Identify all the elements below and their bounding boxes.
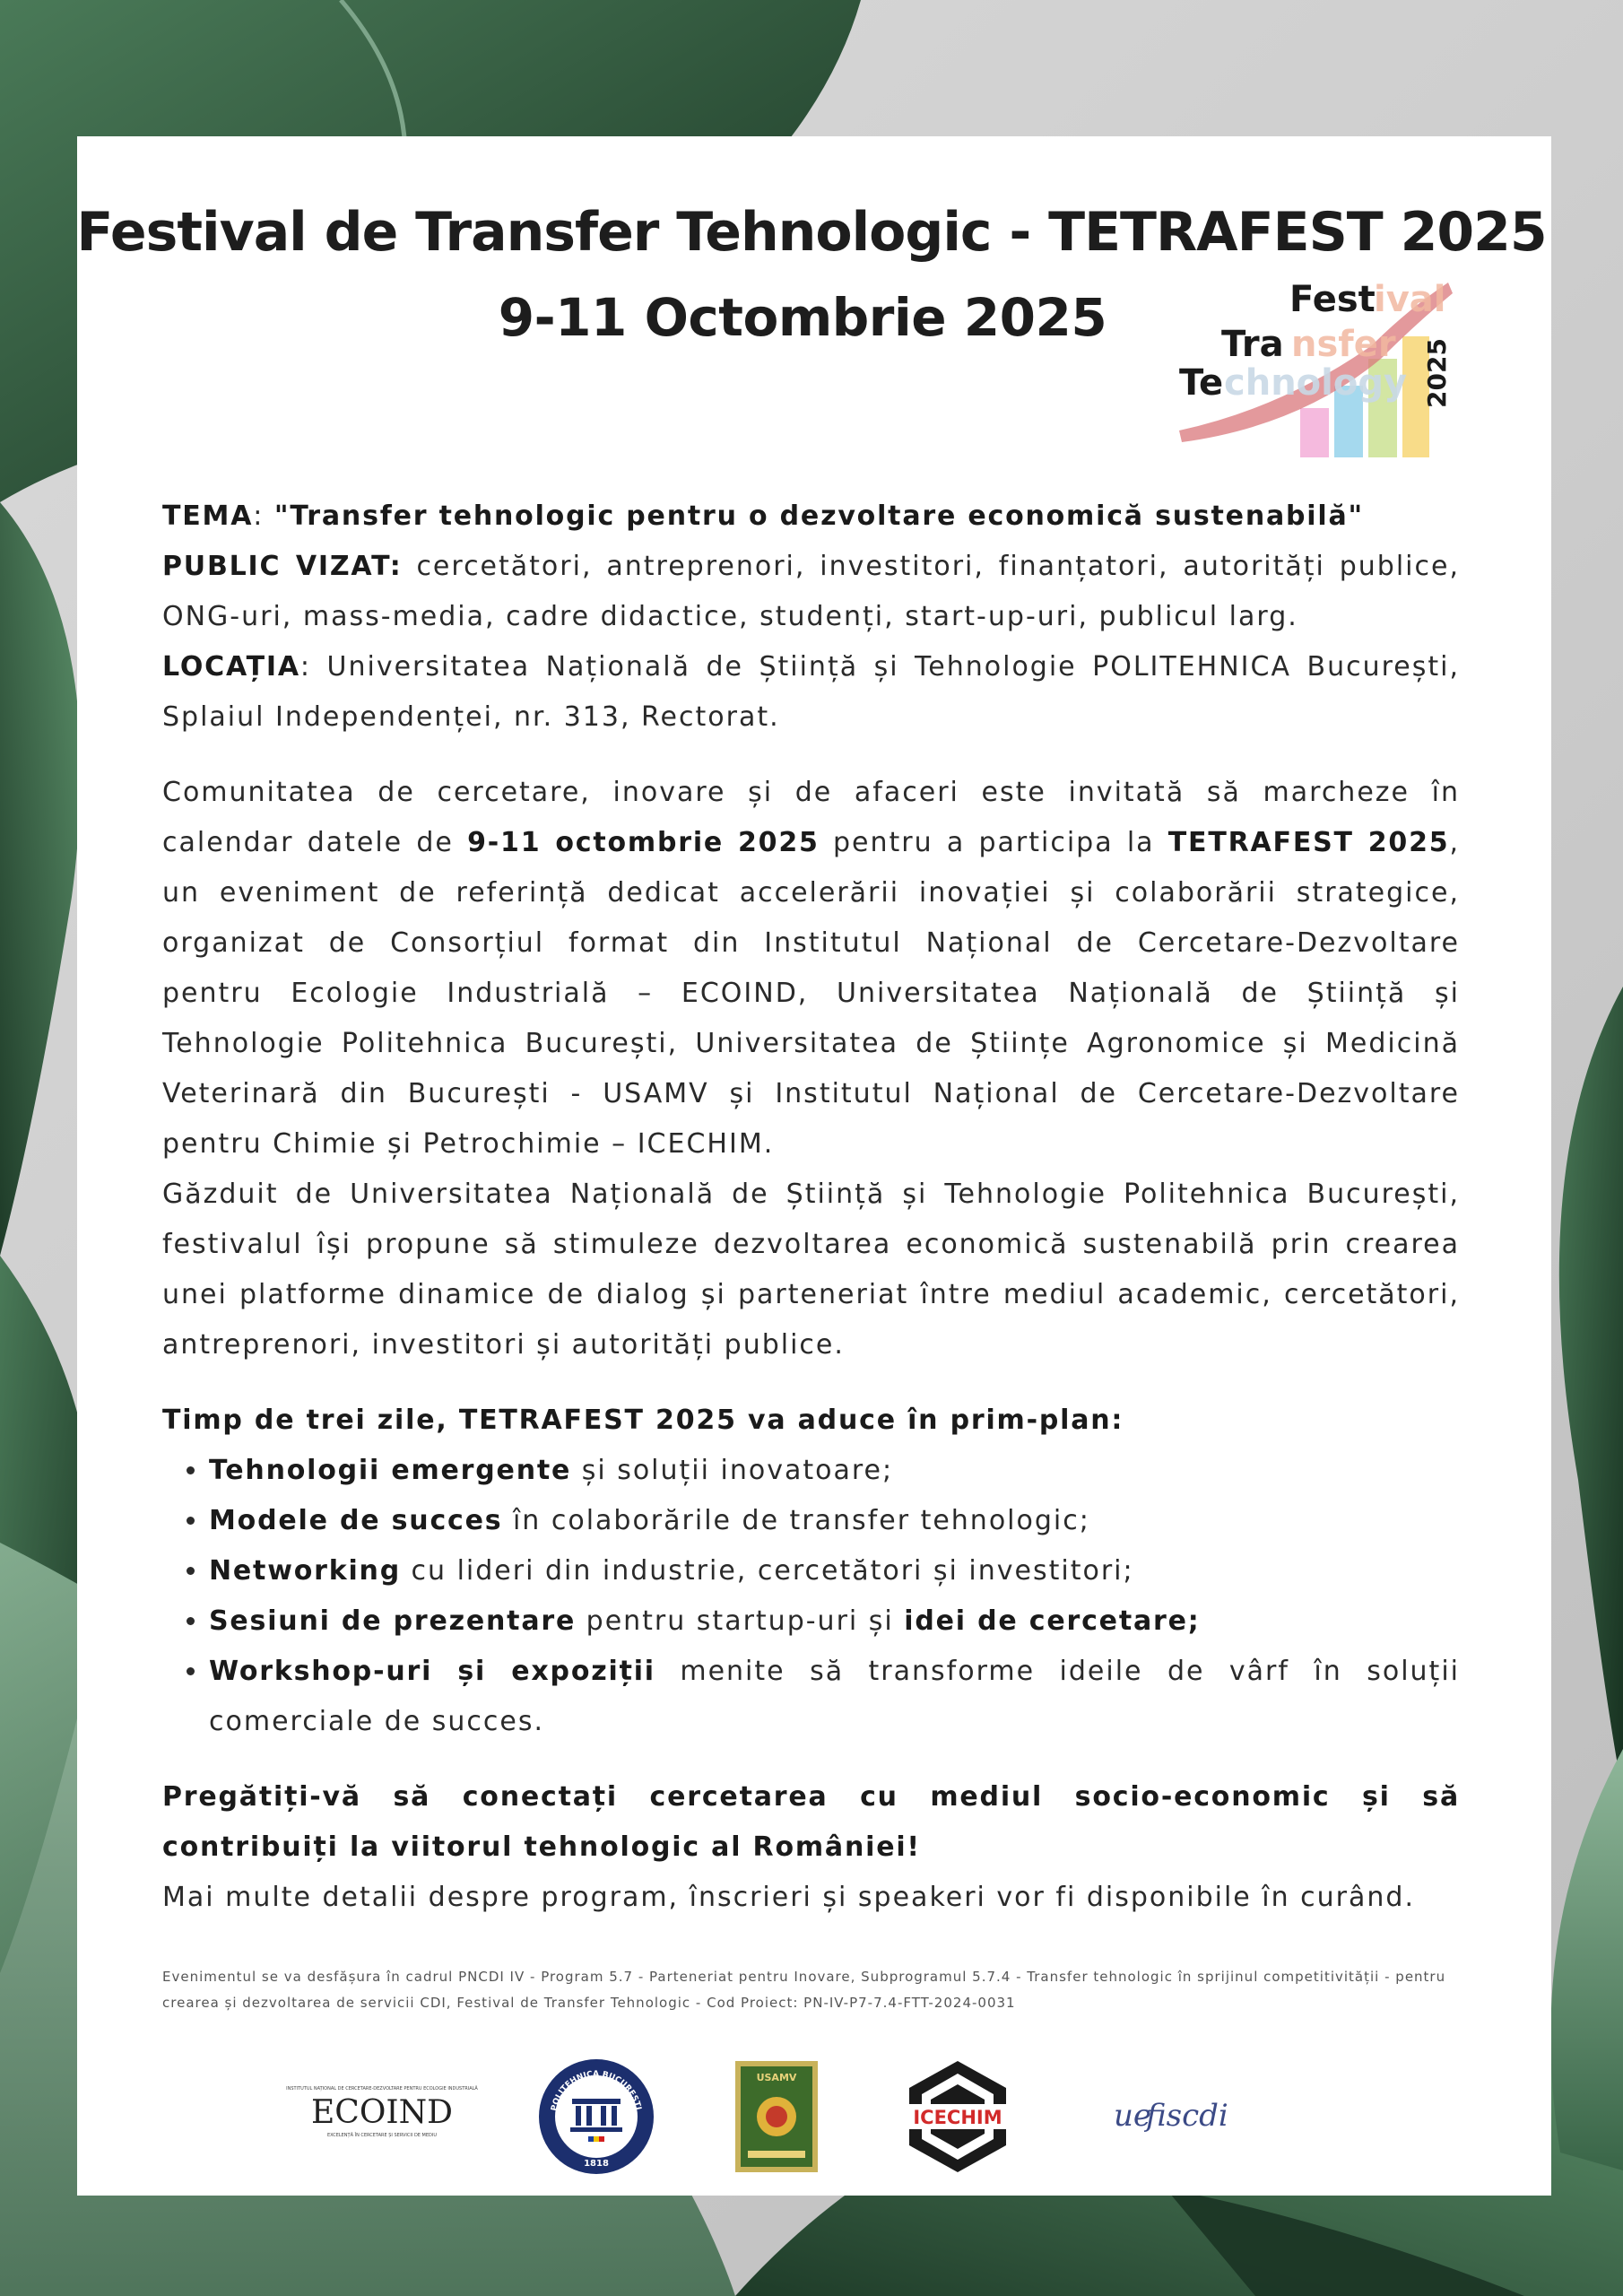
logo-word-tra: Tra — [1221, 324, 1284, 365]
highlights-list — [162, 1446, 1460, 1747]
funding-footnote: Evenimentul se va desfășura în cadrul PNCDI IV - Program 5.7 - Parteneriat pentru Inovare, Subprogramul 5.7.4 - Transfer tehnologic în sprijinul competitivității - pentru crearea și dezvoltarea de servicii CDI, Festival de Transfer Tehnologic - Cod Proiect: PN-IV-P7-7.4-FTT-2024-0031 — [162, 1969, 1446, 2011]
locatia-label: LOCAȚIA — [162, 651, 300, 683]
event-dates: 9-11 Octombrie 2025 — [498, 287, 1107, 348]
list-item-bold: Sesiuni de prezentare — [209, 1605, 577, 1637]
logo-word-ival: ival — [1374, 279, 1446, 320]
list-item-text: și soluții inovatoare; — [571, 1455, 894, 1486]
tema-label: TEMA — [162, 500, 254, 532]
icechim-logo — [902, 2054, 1013, 2179]
svg-text:POLITEHNICA BUCUREȘTI: POLITEHNICA BUCUREȘTI — [550, 2069, 643, 2112]
intro-event: TETRAFEST 2025 — [1167, 827, 1450, 858]
festival-logo — [1175, 274, 1462, 462]
svg-text:ue: ue — [1114, 2098, 1152, 2134]
logo-word-chnology: chnology — [1224, 362, 1408, 404]
list-item-bold: Tehnologii emergente — [209, 1455, 572, 1486]
svg-text:ECOIND: ECOIND — [311, 2094, 453, 2131]
ecoind-logo — [286, 2054, 478, 2179]
highlights-heading — [162, 1396, 1460, 1446]
usamv-logo — [732, 2054, 821, 2179]
intro-text-a: Comunitatea de cercetare, inovare și de afaceri este invitată să marcheze în calendar datele de — [162, 777, 1460, 858]
list-item-bold-2: idei de cercetare; — [904, 1605, 1201, 1637]
main-content — [162, 491, 1460, 1923]
list-item-bold: Workshop-uri și expoziții — [209, 1656, 655, 1687]
svg-text:ICECHIM: ICECHIM — [913, 2107, 1002, 2128]
public-label: PUBLIC VIZAT: — [162, 551, 403, 582]
call-to-action-text: Pregătiți-vă să conectați cercetarea cu mediul socio-economic și să contribuiți la viitorul tehnologic al României! — [162, 1781, 1460, 1863]
intro-text-b: pentru a participa la — [819, 827, 1168, 858]
logo-word-te: Te — [1179, 362, 1224, 404]
svg-text:USAMV: USAMV — [756, 2072, 797, 2083]
locatia-value: Universitatea Națională de Știință și Tehnologie POLITEHNICA București, Splaiul Independenței, nr. 313, Rectorat. — [162, 651, 1460, 733]
partner-logos — [0, 2054, 1623, 2179]
svg-text:fiscdi: fiscdi — [1146, 2098, 1228, 2134]
list-item — [209, 1496, 1460, 1546]
svg-text:EXCELENȚĂ ÎN CERCETARE ȘI SERV: EXCELENȚĂ ÎN CERCETARE ȘI SERVICII DE MEDIU — [326, 2133, 438, 2138]
list-item-text: pentru startup-uri și — [576, 1605, 905, 1637]
list-item-text: menite să transforme ideile de vârf în soluții comerciale de succes. — [209, 1656, 1460, 1737]
list-item-bold: Networking — [209, 1555, 401, 1587]
upb-logo — [536, 2054, 656, 2179]
tema-line: TEMA: "Transfer tehnologic pentru o dezvoltare economică sustenabilă" — [162, 500, 1364, 532]
highlights-heading-text: Timp de trei zile, TETRAFEST 2025 va aduce în prim-plan: — [162, 1405, 1124, 1436]
list-item — [209, 1446, 1460, 1496]
list-item — [209, 1647, 1460, 1747]
logo-word-nsfer: nsfer — [1291, 324, 1396, 365]
intro-paragraph — [162, 768, 1460, 1170]
logo-year: 2025 — [1422, 338, 1452, 408]
svg-text:1818: 1818 — [584, 2159, 609, 2169]
list-item-text: cu lideri din industrie, cercetători și investitori; — [400, 1555, 1134, 1587]
public-value: cercetători, antreprenori, investitori, finanțatori, autorități publice, ONG-uri, mass-media, cadre didactice, studenți, start-up-uri, publicul larg. — [162, 551, 1460, 632]
list-item-bold: Modele de succes — [209, 1505, 503, 1536]
svg-text:INSTITUTUL NAȚIONAL DE CERCETA: INSTITUTUL NAȚIONAL DE CERCETARE-DEZVOLTARE PENTRU ECOLOGIE INDUSTRIALĂ — [286, 2086, 478, 2092]
logo-word-fest: Fest — [1289, 279, 1376, 320]
more-details: Mai multe detalii despre program, înscrieri și speakeri vor fi disponibile în curând. — [162, 1882, 1415, 1913]
public-line — [162, 542, 1460, 642]
locatia-line: LOCAȚIA: Universitatea Națională de Știință și Tehnologie POLITEHNICA București, Splaiul Independenței, nr. 313, Rectorat. — [162, 651, 1460, 733]
list-item — [209, 1546, 1460, 1596]
intro-text-c: , un eveniment de referință dedicat accelerării inovației și colaborării strategice, organizat de Consorțiul format din Institutul Național de Cercetare-Dezvoltare pentru Ecologie Industrială – ECOIND, Universitatea Națională de Știință și Tehnologie Politehnica București, Universitatea de Științe Agronomice și Medicină Veterinară din București - USAMV și Institutul Național de Cercetare-Dezvoltare pentru Chimie și Petrochimie – ICECHIM. — [162, 827, 1460, 1160]
tema-value: "Transfer tehnologic pentru o dezvoltare economică sustenabilă" — [273, 500, 1364, 532]
page-title: Festival de Transfer Tehnologic - TETRAFEST 2025 — [76, 201, 1547, 264]
list-item-text: în colaborările de transfer tehnologic; — [502, 1505, 1090, 1536]
list-item — [209, 1596, 1460, 1647]
host-paragraph: Găzduit de Universitatea Națională de Știință și Tehnologie Politehnica București, festivalul își propune să stimuleze dezvoltarea economică sustenabilă prin crearea unei platforme dinamice de dialog și parteneriat între mediul academic, cercetători, antreprenori, investitori și autorități publice. — [162, 1178, 1460, 1361]
intro-dates: 9-11 octombrie 2025 — [467, 827, 820, 858]
call-to-action — [162, 1772, 1460, 1873]
uefiscdi-logo — [1108, 2054, 1234, 2179]
